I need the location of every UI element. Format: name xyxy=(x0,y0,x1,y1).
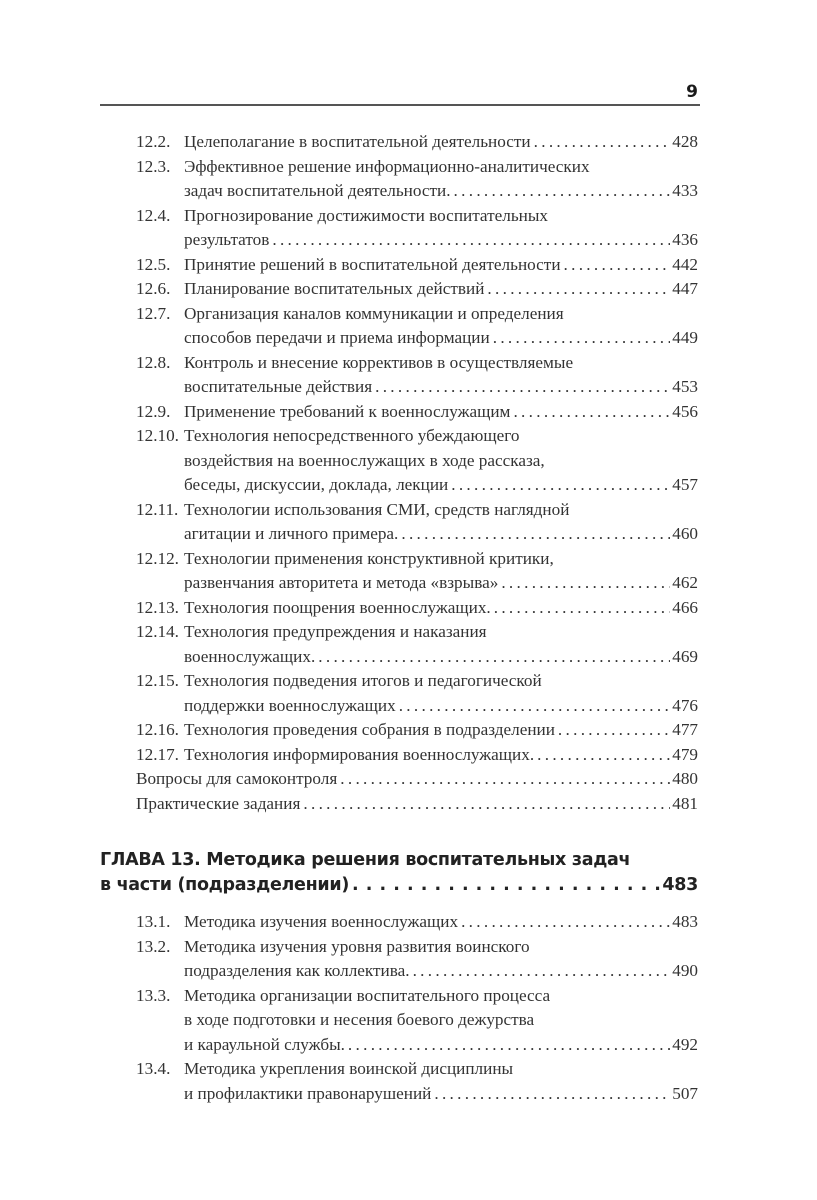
entry-title: Технологии применения конструктивной критики, xyxy=(184,548,554,568)
entry-number: 12.2. xyxy=(136,132,171,151)
entry-number: 12.16. xyxy=(136,720,179,739)
entry-title: Методика изучения военнослужащих xyxy=(184,912,459,931)
entry-title: развенчания авторитета и метода «взрыва» xyxy=(184,573,499,592)
leader-dots xyxy=(303,792,670,817)
entry-page: 480 xyxy=(672,769,698,788)
entry-number: 13.2. xyxy=(136,936,171,956)
chapter-title-text: в части (подразделении) xyxy=(100,875,350,895)
entry-title: Контроль и внесение коррективов в осуществляемые xyxy=(184,352,574,372)
leader-dots xyxy=(513,400,670,425)
toc-entry[interactable] xyxy=(100,620,698,669)
leader-dots xyxy=(493,326,671,351)
entry-title: Технология проведения собрания в подразделении xyxy=(184,720,555,739)
leader-dots xyxy=(451,473,670,498)
toc-entry[interactable] xyxy=(100,400,698,425)
chapter-13-heading[interactable] xyxy=(100,848,698,898)
page-number: 9 xyxy=(686,82,698,102)
entry-number: 12.3. xyxy=(136,156,171,176)
entry-title: Методика организации воспитательного процесса xyxy=(184,985,551,1005)
entry-title: военнослужащих. xyxy=(184,646,316,666)
toc-entry[interactable] xyxy=(100,1057,698,1106)
entry-number: 12.13. xyxy=(136,597,179,617)
toc-entry[interactable] xyxy=(100,302,698,351)
toc-entry[interactable] xyxy=(100,718,698,743)
entry-title: Планирование воспитательных действий xyxy=(184,279,485,298)
entry-page: 507 xyxy=(672,1083,698,1103)
entry-title: агитации и личного примера. xyxy=(184,524,399,543)
chapter-title-line-2 xyxy=(100,873,698,898)
entry-number: 12.14. xyxy=(136,622,179,641)
entry-page: 462 xyxy=(672,573,698,592)
entry-number: 13.1. xyxy=(136,912,171,931)
entry-page: 483 xyxy=(672,912,698,931)
page-header xyxy=(100,80,700,106)
entry-title: Вопросы для самоконтроля xyxy=(136,769,338,788)
entry-page: 479 xyxy=(672,744,698,764)
entry-number: 13.4. xyxy=(136,1059,171,1078)
toc-entry[interactable] xyxy=(100,669,698,718)
toc-entry[interactable] xyxy=(100,204,698,253)
leader-dots xyxy=(399,694,671,719)
entry-title: воспитательные действия xyxy=(184,377,373,396)
entry-page: 447 xyxy=(672,279,698,298)
entry-number: 12.7. xyxy=(136,303,171,323)
toc-entry[interactable] xyxy=(100,351,698,400)
leader-dots xyxy=(454,179,671,204)
leader-dots xyxy=(348,1033,670,1058)
entry-page: 442 xyxy=(672,254,698,274)
leader-dots xyxy=(558,718,670,743)
toc-entry[interactable] xyxy=(100,253,698,278)
leader-dots xyxy=(501,571,670,596)
entry-number: 12.11. xyxy=(136,499,179,519)
leader-dots xyxy=(564,253,671,278)
entry-page: 492 xyxy=(672,1034,698,1054)
entry-page: 481 xyxy=(672,793,698,813)
entry-number: 12.4. xyxy=(136,205,171,225)
entry-title: Технологии использования СМИ, средств наглядной xyxy=(184,499,570,519)
entry-page: 469 xyxy=(672,646,698,666)
entry-title: Применение требований к военнослужащим xyxy=(184,401,511,421)
entry-title: поддержки военнослужащих xyxy=(184,695,396,715)
entry-title: Практические задания xyxy=(136,793,301,813)
leader-dots xyxy=(413,959,671,984)
leader-dots xyxy=(494,596,671,621)
toc-entry[interactable] xyxy=(100,277,698,302)
entry-page: 466 xyxy=(672,597,698,617)
entry-title: Технология непосредственного убеждающего xyxy=(184,426,520,445)
entry-title: Организация каналов коммуникации и определения xyxy=(184,303,564,323)
toc-entry[interactable] xyxy=(100,743,698,768)
entry-title: Принятие решений в воспитательной деятельности xyxy=(184,254,561,274)
leader-dots xyxy=(352,873,660,898)
leader-dots xyxy=(375,375,670,400)
entry-title: беседы, дискуссии, доклада, лекции xyxy=(184,475,449,494)
entry-title: в ходе подготовки и несения боевого дежурства xyxy=(184,1010,535,1029)
entry-title: Эффективное решение информационно-аналитических xyxy=(184,156,590,176)
entry-title: воздействия на военнослужащих в ходе рассказа, xyxy=(184,450,545,470)
entry-number: 12.9. xyxy=(136,401,171,421)
toc-entry[interactable] xyxy=(100,130,698,155)
toc-section-13 xyxy=(100,910,698,1106)
toc-entry[interactable] xyxy=(100,935,698,984)
toc-entry[interactable] xyxy=(100,984,698,1058)
entry-title: Прогнозирование достижимости воспитательных xyxy=(184,205,549,225)
entry-number: 12.17. xyxy=(136,744,179,764)
entry-title: и профилактики правонарушений xyxy=(184,1083,432,1103)
entry-page: 490 xyxy=(672,961,698,980)
toc-entry[interactable] xyxy=(100,596,698,621)
entry-number: 12.15. xyxy=(136,671,179,690)
entry-page: 428 xyxy=(672,132,698,151)
entry-page: 453 xyxy=(672,377,698,396)
entry-number: 12.8. xyxy=(136,352,171,372)
entry-page: 476 xyxy=(672,695,698,715)
leader-dots xyxy=(272,228,670,253)
entry-number: 12.12. xyxy=(136,548,179,568)
entry-title: Технология информирования военнослужащих. xyxy=(184,744,535,764)
toc-section-12 xyxy=(100,130,698,816)
chapter-page: 483 xyxy=(662,875,698,895)
entry-title: задач воспитательной деятельности. xyxy=(184,181,451,200)
entry-title: Технология предупреждения и наказания xyxy=(184,622,487,641)
entry-number: 12.6. xyxy=(136,279,171,298)
entry-number: 12.10. xyxy=(136,426,179,445)
chapter-title-line-1: ГЛАВА 13. Методика решения воспитательных задач xyxy=(100,850,631,870)
toc-entry[interactable] xyxy=(100,910,698,935)
toc-entry[interactable] xyxy=(100,547,698,596)
toc-entry[interactable] xyxy=(100,792,698,817)
header-rule xyxy=(100,104,700,106)
leader-dots xyxy=(537,743,670,768)
entry-title: Методика укрепления воинской дисциплины xyxy=(184,1059,514,1078)
entry-number: 12.5. xyxy=(136,254,171,274)
leader-dots xyxy=(434,1082,670,1107)
entry-title: Целеполагание в воспитательной деятельности xyxy=(184,132,531,151)
leader-dots xyxy=(318,645,670,670)
entry-page: 477 xyxy=(672,720,698,739)
toc-entry[interactable] xyxy=(100,498,698,547)
entry-title: Методика изучения уровня развития воинского xyxy=(184,936,530,956)
entry-page: 457 xyxy=(672,475,698,494)
entry-title: Технология поощрения военнослужащих. xyxy=(184,597,491,617)
entry-page: 436 xyxy=(672,230,698,249)
entry-page: 433 xyxy=(672,181,698,200)
entry-page: 460 xyxy=(672,524,698,543)
toc-entry[interactable] xyxy=(100,155,698,204)
leader-dots xyxy=(401,522,670,547)
leader-dots xyxy=(340,767,670,792)
entry-title: Технология подведения итогов и педагогической xyxy=(184,671,542,690)
entry-number: 13.3. xyxy=(136,985,171,1005)
entry-page: 456 xyxy=(672,401,698,421)
entry-title: способов передачи и приема информации xyxy=(184,328,490,347)
entry-title: и караульной службы. xyxy=(184,1034,345,1054)
toc-entry[interactable] xyxy=(100,767,698,792)
toc-entry[interactable] xyxy=(100,424,698,498)
leader-dots xyxy=(461,910,670,935)
entry-title: результатов xyxy=(184,230,270,249)
entry-page: 449 xyxy=(672,328,698,347)
leader-dots xyxy=(487,277,670,302)
leader-dots xyxy=(534,130,671,155)
entry-title: подразделения как коллектива. xyxy=(184,961,410,980)
